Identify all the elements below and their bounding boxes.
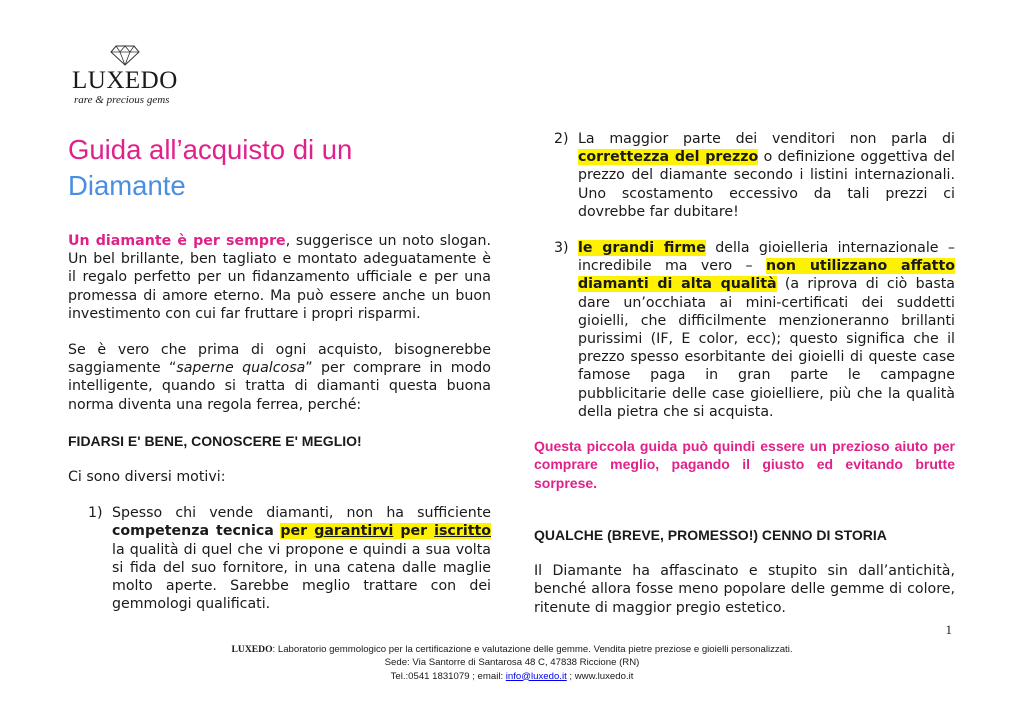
footer-contacts: Tel.:0541 1831079 ; email: info@luxedo.it ; www.luxedo.it [390,670,634,682]
highlight: correttezza del prezzo [578,149,759,166]
list-item-1: 1) Spesso chi vende diamanti, non ha sufficiente competenza tecnica per garantirvi per iscritto la qualità di quel che vi propone e quindi a sua volta si fida del suo fornitore, in una catena dalle maglie molto aperte. Sarebbe meglio trattare con dei gemmologi qualificati. [88,505,492,613]
slogan: Un diamante è per sempre [68,233,286,249]
footer-brand: LUXEDO [231,644,273,655]
list-item-3: 3) le grandi firme della gioielleria internazionale – incredibile ma vero – non utilizzano affatto diamanti di alta qualità (a riprova di ciò basta dare un’occhiata ai mini-certificati dei suddetti gioielli, che difficilmente menzioneranno brillanti purissimi (IF, E color, ecc); questo significa che il prezzo spesso esorbitante dei gioielli di queste case famose paga in gran parte le campagne pubblicitarie delle case gioielliere, più che la qualità della pietra che si acquista. [554,240,955,420]
paragraph-2: Se è vero che prima di ogni acquisto, bisognerebbe saggiamente “saperne qualcosa” per comprare in modo intelligente, quando si tratta di diamanti questa buona norma diventa una regola ferrea, perché: [68,342,491,413]
page-title [68,132,491,204]
footer-line-1: LUXEDO: Laboratorio gemmologico per la certificazione e valutazione delle gemme. Vendita pietre preziose e gioielli personalizzati. [231,644,793,655]
list-number: 2) [554,131,569,147]
email-link[interactable]: info@luxedo.it [505,670,567,682]
guide-note: Questa piccola guida può quindi essere un prezioso aiuto per comprare meglio, pagando il giusto ed evitando brutte sorprese. [534,438,955,491]
brand-name: LUXEDO [72,67,178,94]
intro-paragraph: Un diamante è per sempre, suggerisce un noto slogan. Un bel brillante, ben tagliato e montato adeguatamente è il regalo perfetto per un fidanzamento ufficiale e per una promessa di amore eterno. Ma può essere anche un buon investimento con cui far fruttare i propri risparmi. [68,233,491,322]
right-column [534,130,955,617]
highlight: le grandi firme [578,240,706,257]
left-column [68,132,491,613]
highlight: non utilizzano affatto diamanti di alta qualità [578,258,955,293]
list-number: 1) [88,505,103,522]
history-paragraph: Il Diamante ha affascinato e stupito sin dall’antichità, benché allora fosse meno popolare delle gemme di colore, ritenute di maggior pregio estetico. [534,563,955,616]
list-number: 3) [554,240,569,257]
diamond-icon [110,44,140,66]
keyword: competenza tecnica [112,523,274,540]
title-line-1: Guida all’acquisto di un [68,134,353,165]
page-number: 1 [945,622,952,637]
logo [72,44,182,106]
title-line-2: Diamante [68,170,186,201]
footer-address: Sede: Via Santorre di Santarosa 48 C, 47838 Riccione (RN) [384,657,640,669]
list-item-2: 2) La maggior parte dei venditori non parla di correttezza del prezzo o definizione oggettiva del prezzo del diamante secondo i listini internazionali. Uno scostamento eccessivo da tali prezzi ci dovrebbe far dubitare! [554,131,955,220]
emphasis: saperne qualcosa [176,360,306,377]
section-heading-history: QUALCHE (BREVE, PROMESSO!) CENNO DI STORIA [534,526,887,543]
highlight: per garantirvi per iscritto [280,523,492,540]
section-heading: FIDARSI E' BENE, CONOSCERE E' MEGLIO! [68,432,362,449]
footer [0,643,1024,683]
brand-tagline: rare & precious gems [74,94,170,106]
reasons-intro: Ci sono diversi motivi: [68,469,226,486]
